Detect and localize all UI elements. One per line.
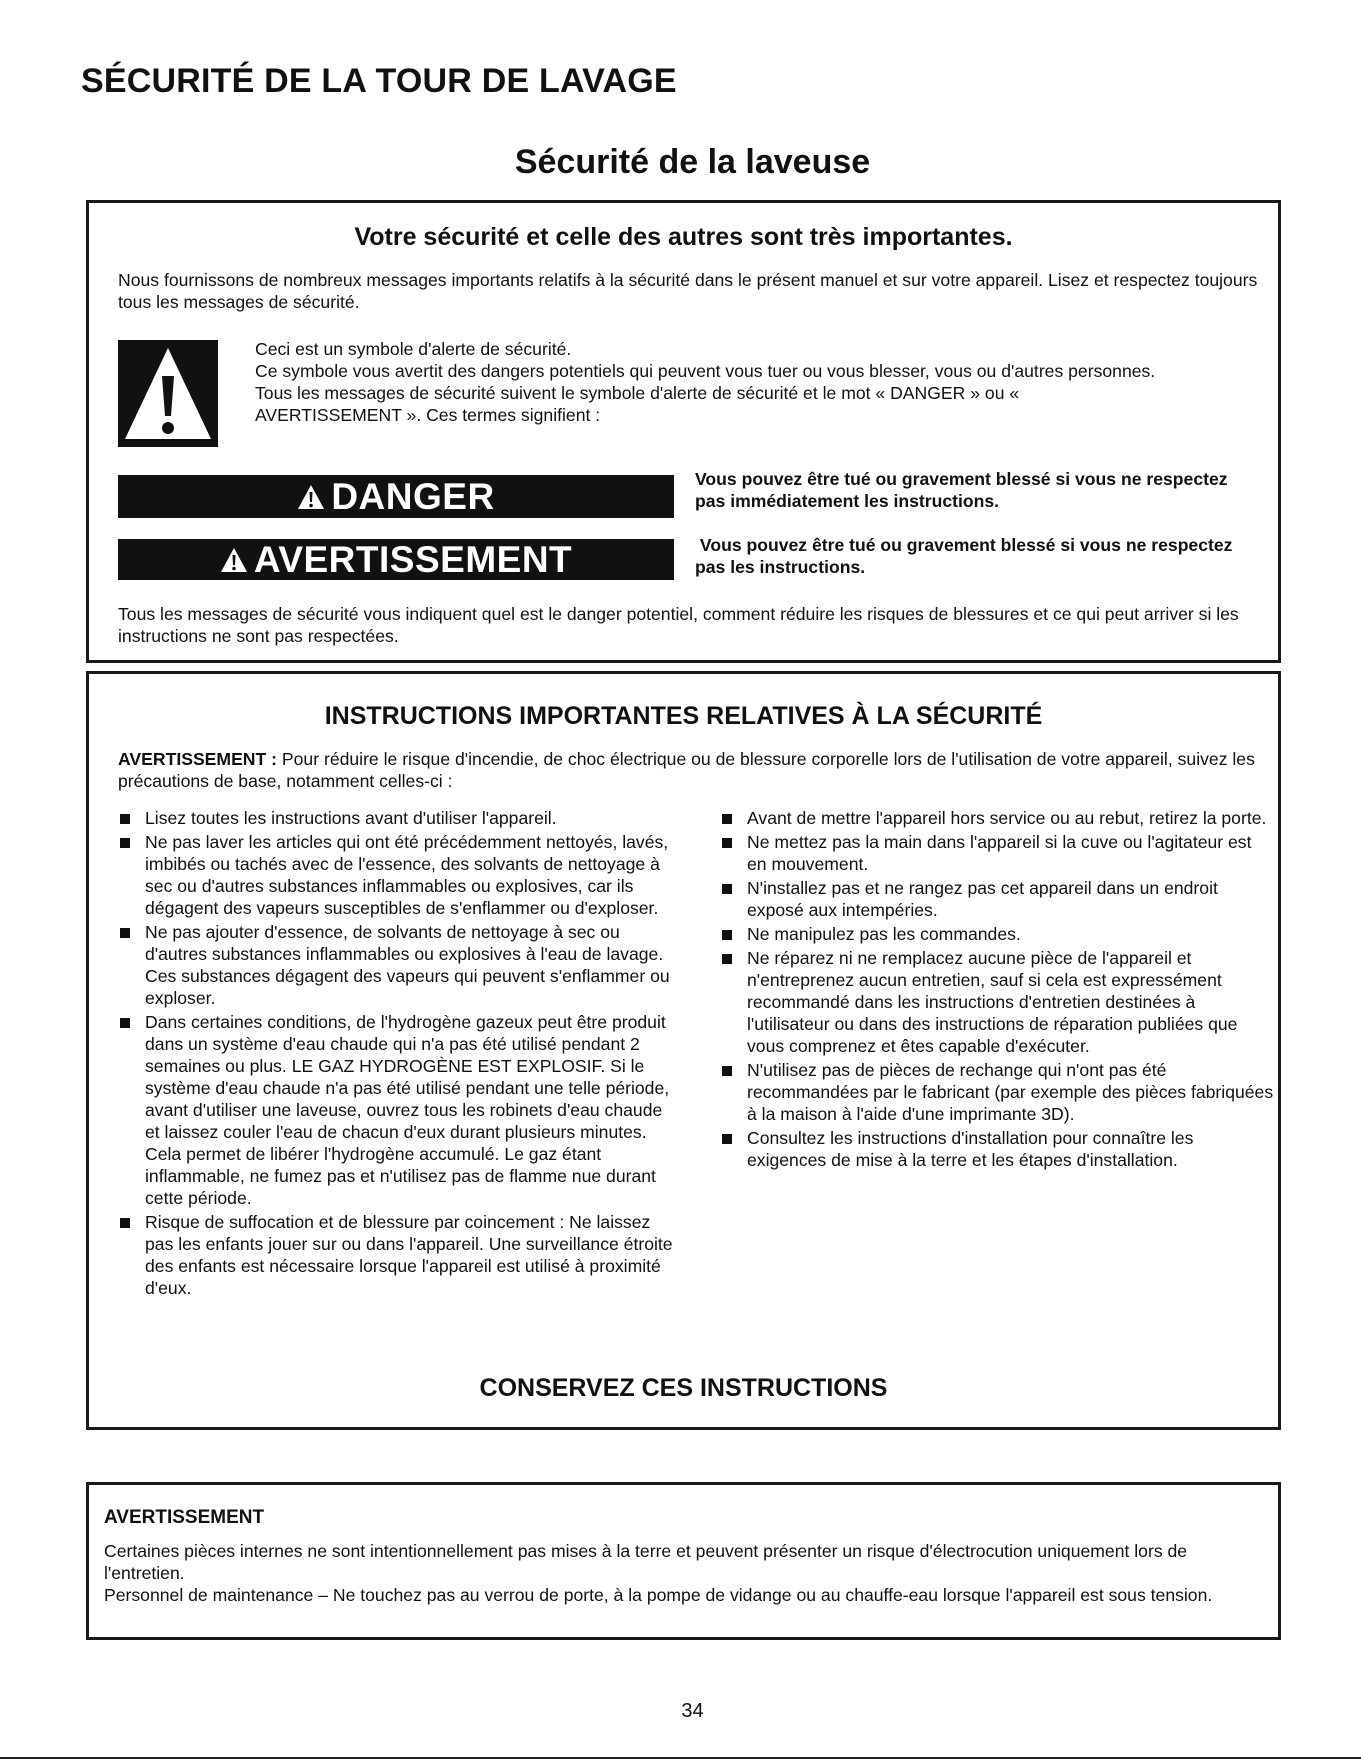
instruction-item: Ne manipulez pas les commandes. [720, 923, 1275, 945]
instruction-item: N'installez pas et ne rangez pas cet appareil dans un endroit exposé aux intempéries. [720, 877, 1275, 921]
service-warning-box [86, 1482, 1281, 1640]
instructions-warning-text: Pour réduire le risque d'incendie, de choc électrique ou de blessure corporelle lors de l'utilisation de votre appareil, suivez les précautions de base, notamment celles-ci : [118, 749, 1260, 791]
danger-label: DANGER [331, 475, 495, 517]
warning-label: AVERTISSEMENT [253, 538, 573, 580]
instruction-item: Avant de mettre l'appareil hors service ou au rebut, retirez la porte. [720, 807, 1275, 829]
page-title: SÉCURITÉ DE LA TOUR DE LAVAGE [81, 62, 677, 100]
instructions-right-column [720, 807, 1275, 1173]
section-title: Sécurité de la laveuse [514, 143, 871, 181]
instruction-item: Dans certaines conditions, de l'hydrogène gazeux peut être produit dans un système d'eau chaude qui n'a pas été utilisé pendant 2 semaines ou plus. LE GAZ HYDROGÈNE EST EXPLOSIF. Si le système d'eau chaude n'a pas été utilisé pendant une telle période, avant d'utiliser une laveuse, ouvrez tous les robinets d'eau chaude et laissez couler l'eau de chacun d'eux durant plusieurs minutes. Cela permet de libérer l'hydrogène accumulé. Le gaz étant inflammable, ne fumez pas et n'utilisez pas de flamme nue durant cette période. [118, 1011, 678, 1209]
instruction-item: Lisez toutes les instructions avant d'utiliser l'appareil. [118, 807, 678, 829]
service-warning-line: Personnel de maintenance – Ne touchez pas au verrou de porte, à la pompe de vidange ou au chauffe-eau lorsque l'appareil est sous tension. [104, 1585, 1213, 1605]
symbol-line: Ceci est un symbole d'alerte de sécurité. [255, 339, 572, 359]
instruction-item: Consultez les instructions d'installation pour connaître les exigences de mise à la terre et les étapes d'installation. [720, 1127, 1275, 1171]
safety-intro: Nous fournissons de nombreux messages importants relatifs à la sécurité dans le présent manuel et sur votre appareil. Lisez et respectez toujours tous les messages de sécurité. [118, 270, 1258, 312]
instruction-item: Risque de suffocation et de blessure par coincement : Ne laissez pas les enfants jouer sur ou dans l'appareil. Une surveillance étroite des enfants est nécessaire lorsque l'appareil est utilisé à proximité d'eux. [118, 1211, 678, 1299]
service-warning-line: Certaines pièces internes ne sont intentionnellement pas mises à la terre et peuvent présenter un risque d'électrocution uniquement lors de l'entretien. [104, 1541, 1188, 1583]
symbol-explanation [255, 338, 1255, 426]
instructions-warning [118, 748, 1258, 792]
instruction-item: Ne pas ajouter d'essence, de solvants de nettoyage à sec ou d'autres substances inflammables ou explosives à l'eau de lavage. Ces substances dégagent des vapeurs qui peuvent s'enflammer ou exploser. [118, 921, 678, 1009]
page-number: 34 [681, 1700, 704, 1722]
page-bottom-rule [0, 1757, 1361, 1759]
symbol-line: Ce symbole vous avertit des dangers potentiels qui peuvent vous tuer ou vous blesser, vous ou d'autres personnes. [255, 361, 1156, 381]
instruction-item: Ne pas laver les articles qui ont été précédemment nettoyés, lavés, imbibés ou tachés avec de l'essence, des solvants de nettoyage à sec ou d'autres substances inflammables ou explosives, car ils dégagent des vapeurs susceptibles de s'enflammer ou d'exploser. [118, 831, 678, 919]
service-warning-title: AVERTISSEMENT [104, 1507, 265, 1528]
danger-signal-word [118, 475, 674, 518]
safety-box-title: Votre sécurité et celle des autres sont très importantes. [354, 223, 1013, 251]
warning-description: Vous pouvez être tué ou gravement blessé si vous ne respectez pas les instructions. [695, 535, 1238, 577]
danger-description: Vous pouvez être tué ou gravement blessé si vous ne respectez pas immédiatement les instructions. [695, 469, 1228, 511]
instructions-left-column [118, 807, 678, 1301]
instructions-warning-lead: AVERTISSEMENT : [118, 749, 278, 769]
warning-triangle-icon [297, 484, 325, 510]
important-instructions-box [86, 671, 1281, 1430]
symbol-line: Tous les messages de sécurité suivent le symbole d'alerte de sécurité et le mot « DANGER » ou « AVERTISSEMENT ». Ces termes signifient : [255, 383, 1020, 425]
instructions-title: INSTRUCTIONS IMPORTANTES RELATIVES À LA SÉCURITÉ [324, 702, 1043, 730]
save-instructions-footer: CONSERVEZ CES INSTRUCTIONS [479, 1374, 888, 1402]
instruction-item: Ne mettez pas la main dans l'appareil si la cuve ou l'agitateur est en mouvement. [720, 831, 1275, 875]
safety-alert-triangle-icon [118, 340, 218, 447]
instruction-item: Ne réparez ni ne remplacez aucune pièce de l'appareil et n'entreprenez aucun entretien, sauf si cela est expressément recommandé dans les instructions d'entretien destinées à l'utilisateur ou dans des instructions de réparation publiées que vous comprenez et êtes capable d'exécuter. [720, 947, 1275, 1057]
warning-signal-word [118, 539, 674, 580]
warning-triangle-icon [220, 547, 248, 573]
safety-message-box [86, 200, 1281, 663]
instruction-item: N'utilisez pas de pièces de rechange qui n'ont pas été recommandées par le fabricant (par exemple des pièces fabriquées à la maison à l'aide d'une imprimante 3D). [720, 1059, 1275, 1125]
safety-closing: Tous les messages de sécurité vous indiquent quel est le danger potentiel, comment réduire les risques de blessures et ce qui peut arriver si les instructions ne sont pas respectées. [118, 604, 1239, 646]
